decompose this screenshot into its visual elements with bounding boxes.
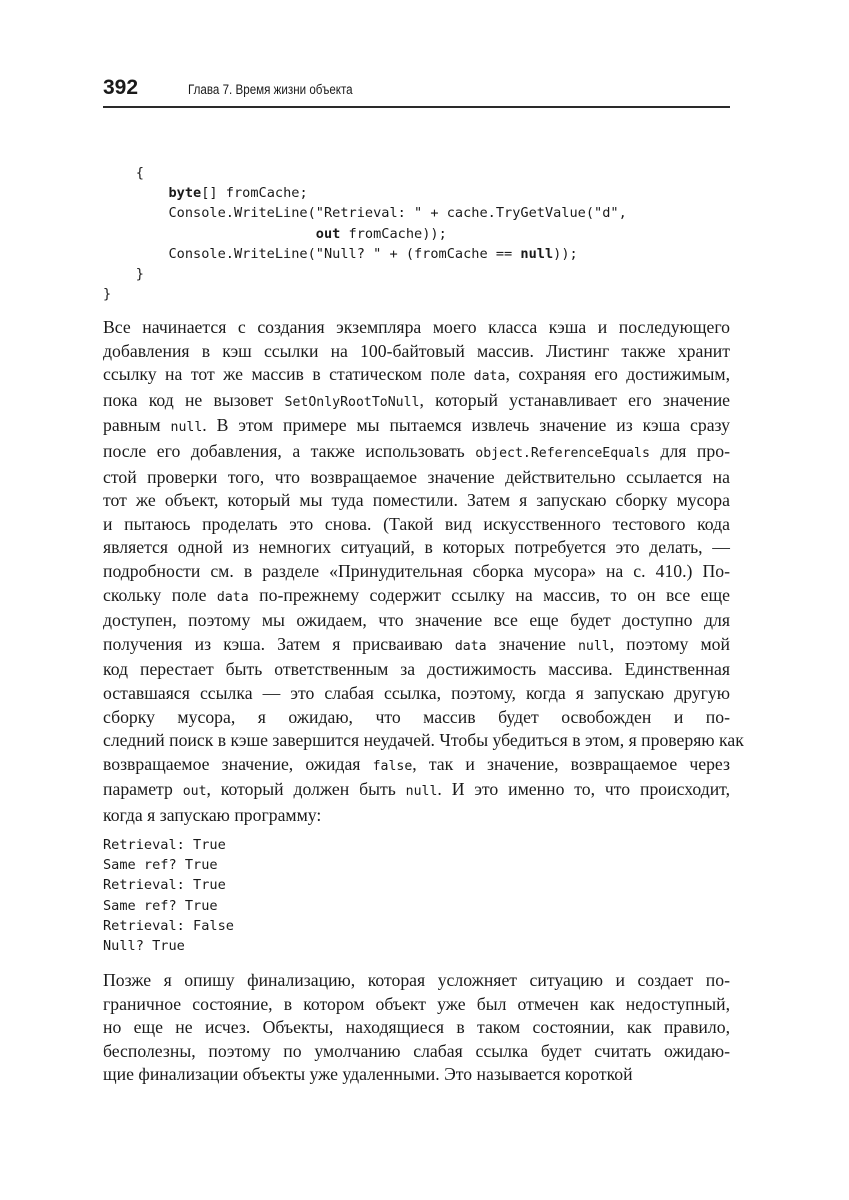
chapter-title: Глава 7. Время жизни объекта [188, 82, 353, 97]
output-line: Retrieval: True [103, 837, 226, 853]
code-line: } [103, 286, 112, 303]
code-line: byte[] fromCache; [168, 185, 308, 202]
output-line: Same ref? True [103, 857, 218, 874]
running-header [103, 76, 730, 108]
code-listing [103, 163, 627, 304]
code-line: Console.WriteLine("Retrieval: " + cache.TryGetValue("d", [103, 205, 627, 222]
code-line: } [103, 266, 144, 283]
output-line: Retrieval: False [103, 917, 234, 934]
code-line: out fromCache)); [315, 225, 447, 242]
code-line: { [103, 165, 144, 181]
body-paragraph: Все начинается с создания экземпляра моего класса кэша и последующего добавления в кэш ссылки на 100-байтовый массив. Листинг также хранит ссылку на тот же массив в статическом поле data, сохраняя его достижимым, пока код не вызовет SetOnlyRootToNull, который устанавливает его значение равным null. В этом примере мы пытаемся извлечь значение из кэша сразу после его добавления, а также использовать object.ReferenceEquals для про- стой проверки того, что возвращаемое значение действительно ссылается на тот же объект, который мы туда поместили. Затем я запускаю сборку мусора и пытаюсь проделать это снова. (Такой вид искусственного тестового кода является одной из немногих ситуаций, в которых потребуется это делать, — подробности см. в разделе «Принудительная сборка мусора» на с. 410.) По- скольку поле data по-прежнему содержит ссылку на массив, то он все еще доступен, поэтому мы ожидаем, что значение все еще будет доступно для получения из кэша. Затем я присваиваю data значение null, поэтому мой код перестает быть ответственным за достижимость массива. Единственная оставшаяся ссылка — это слабая ссылка, поэтому, когда я запускаю другую сборку мусора, я ожидаю, что массив будет освобожден и по- следний поиск в кэше завершится неудачей. Чтобы убедиться в этом, я проверяю как возвращаемое значение, ожидая false, так и значение, возвращаемое через параметр out, который должен быть null. И это именно то, что происходит, когда я запускаю программу: [103, 317, 744, 825]
output-line: Same ref? True [103, 897, 218, 914]
body-paragraph: Позже я опишу финализацию, которая усложняет ситуацию и создает по- граничное состояние, в котором объект уже был отмечен как недоступный, но еще не исчез. Объекты, находящиеся в таком состоянии, как правило, бесполезны, поэтому по умолчанию слабая ссылка будет считать ожидаю- щие финализации объекты уже удаленными. Это называется короткой [103, 970, 730, 1085]
program-output [103, 835, 234, 956]
output-line: Null? True [103, 938, 185, 955]
output-line: Retrieval: True [103, 877, 226, 894]
code-line: Console.WriteLine("Null? " + (fromCache == null)); [103, 245, 578, 262]
page-number: 392 [103, 76, 139, 99]
